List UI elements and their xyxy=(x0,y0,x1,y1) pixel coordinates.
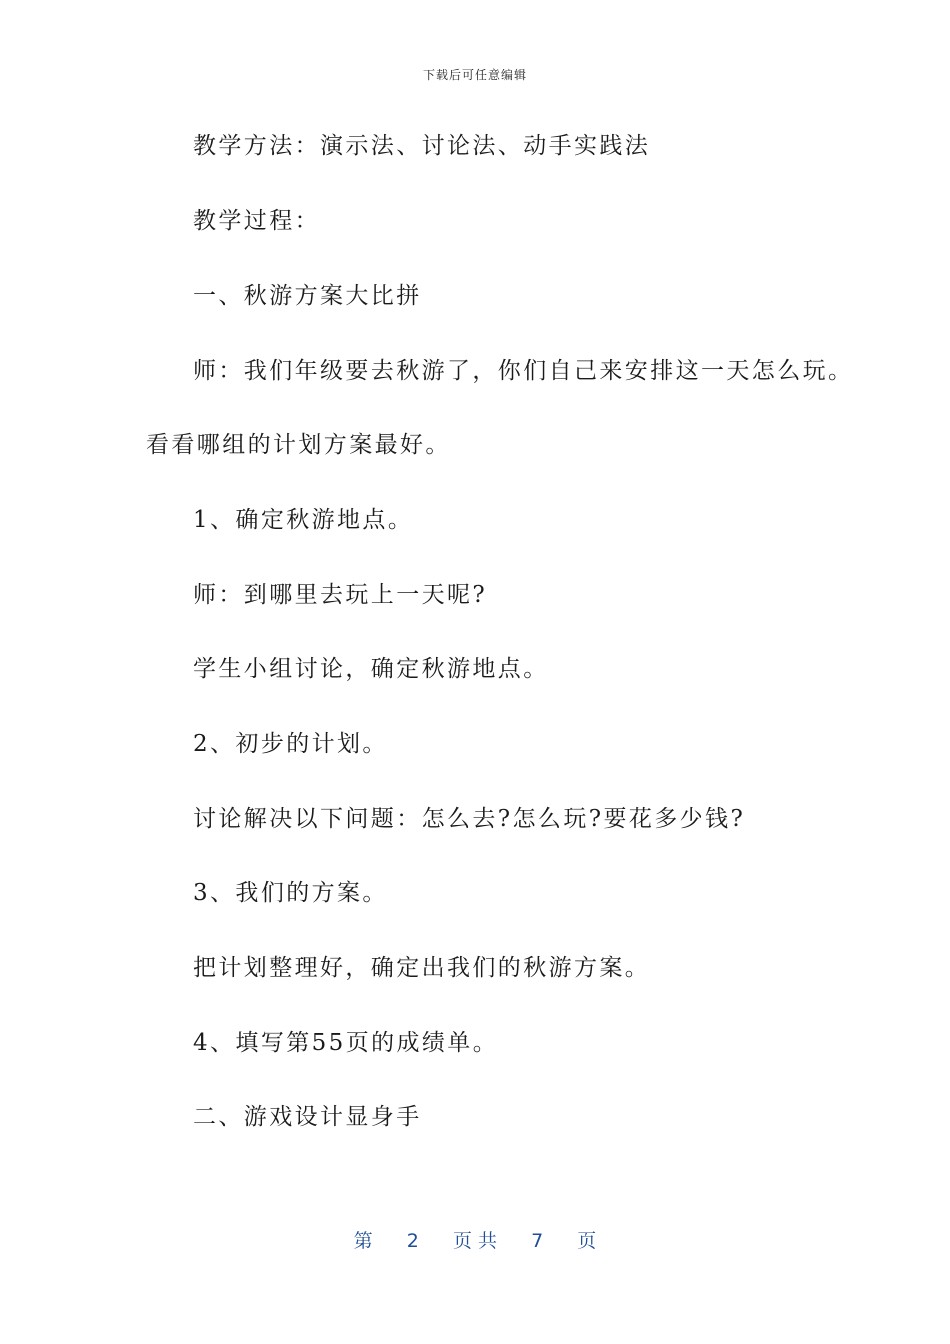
list-item-1: 1、确定秋游地点。 xyxy=(193,507,414,533)
paragraph-organize-plan: 把计划整理好，确定出我们的秋游方案。 xyxy=(193,955,651,981)
footer-middle: 页 共 xyxy=(452,1230,498,1252)
footer-current-page: 2 xyxy=(406,1230,419,1252)
page-header: 下载后可任意编辑 xyxy=(422,68,527,82)
list-item-2: 2、初步的计划。 xyxy=(193,731,388,757)
footer-suffix: 页 xyxy=(577,1230,597,1252)
paragraph-teaching-methods: 教学方法：演示法、讨论法、动手实践法 xyxy=(193,133,651,159)
footer-total-pages: 7 xyxy=(531,1230,544,1252)
section-heading-1: 一、秋游方案大比拼 xyxy=(193,283,422,309)
paragraph-teacher-question: 师：到哪里去玩上一天呢? xyxy=(193,582,488,608)
paragraph-teaching-process: 教学过程： xyxy=(193,208,320,234)
section-heading-2: 二、游戏设计显身手 xyxy=(193,1104,422,1130)
page-footer xyxy=(0,1226,950,1253)
paragraph-student-discussion: 学生小组讨论，确定秋游地点。 xyxy=(193,656,549,682)
footer-prefix: 第 xyxy=(353,1230,373,1252)
paragraph-teacher-intro: 师：我们年级要去秋游了，你们自己来安排这一天怎么玩。 xyxy=(193,358,854,384)
list-item-4: 4、填写第55页的成绩单。 xyxy=(193,1030,499,1056)
paragraph-discussion-questions: 讨论解决以下问题：怎么去?怎么玩?要花多少钱? xyxy=(193,806,746,832)
list-item-3: 3、我们的方案。 xyxy=(193,880,388,906)
paragraph-teacher-intro-continued: 看看哪组的计划方案最好。 xyxy=(146,432,451,458)
